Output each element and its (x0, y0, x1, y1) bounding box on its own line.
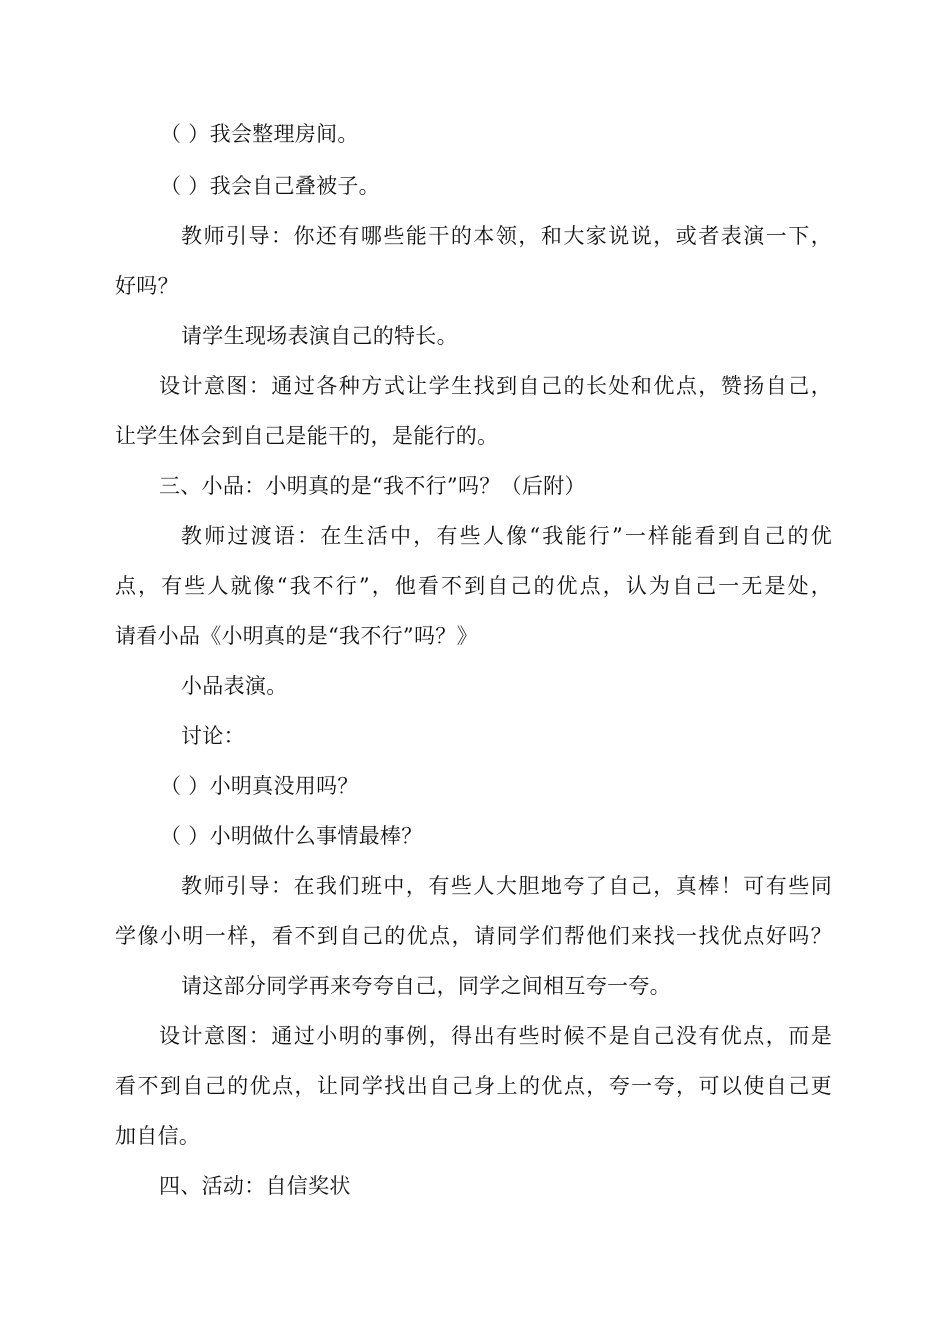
checklist-item-tidy-room: （ ）我会整理房间。 (160, 122, 359, 146)
checklist-item-fold-quilt: （ ）我会自己叠被子。 (160, 174, 380, 198)
paragraph-design-intent-2-cont-1: 看不到自己的优点，让同学找出自己身上的优点，夸一夸，可以使自己更 (115, 1074, 832, 1098)
paragraph-praise-each-other: 请这部分同学再来夸夸自己，同学之间相互夸一夸。 (181, 974, 671, 998)
checklist-item-useless: （ ）小明真没用吗？ (160, 774, 359, 798)
paragraph-design-intent-2-cont-2: 加自信。 (115, 1124, 201, 1148)
checklist-item-best-at: （ ）小明做什么事情最棒？ (160, 824, 423, 848)
paragraph-transition-cont-1: 点，有些人就像“我不行”，他看不到自己的优点，认为自己一无是处， (115, 574, 832, 598)
paragraph-teacher-guide-1: 教师引导：你还有哪些能干的本领，和大家说说，或者表演一下， (181, 224, 832, 248)
paragraph-design-intent-1: 设计意图：通过各种方式让学生找到自己的长处和优点，赞扬自己， (159, 374, 832, 398)
paragraph-teacher-guide-2-cont: 学像小明一样，看不到自己的优点，请同学们帮他们来找一找优点好吗？ (115, 924, 832, 948)
section-heading-3: 三、小品：小明真的是“我不行”吗？（后附） (159, 474, 586, 498)
paragraph-transition: 教师过渡语：在生活中，有些人像“我能行”一样能看到自己的优 (181, 524, 832, 548)
paragraph-teacher-guide-2: 教师引导：在我们班中，有些人大胆地夸了自己，真棒！可有些同 (181, 874, 832, 898)
paragraph-teacher-guide-1-cont: 好吗？ (115, 274, 179, 298)
paragraph-student-performance: 请学生现场表演自己的特长。 (181, 324, 458, 348)
paragraph-transition-cont-2: 请看小品《小明真的是“我不行”吗？》 (115, 624, 478, 648)
paragraph-design-intent-2: 设计意图：通过小明的事例，得出有些时候不是自己没有优点，而是 (159, 1024, 832, 1048)
paragraph-skit-performance: 小品表演。 (181, 674, 288, 698)
section-heading-4: 四、活动：自信奖状 (159, 1174, 351, 1198)
paragraph-design-intent-1-cont: 让学生体会到自己是能干的，是能行的。 (115, 424, 499, 448)
paragraph-discussion-label: 讨论： (181, 724, 245, 748)
